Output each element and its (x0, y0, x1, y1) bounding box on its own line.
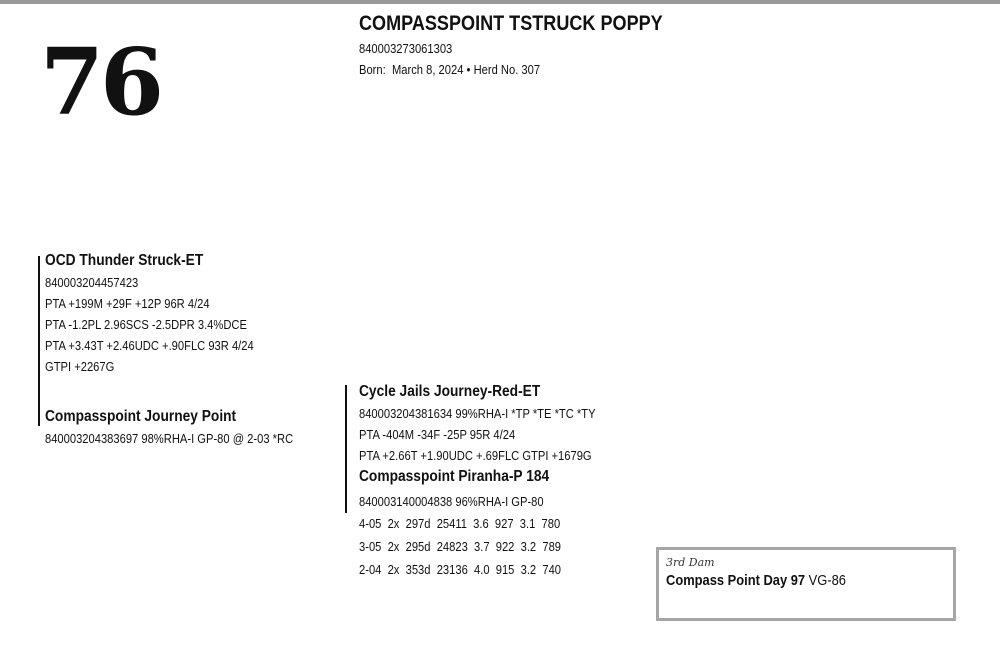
lot-number: 76 (40, 28, 161, 136)
sire-dam-connector (38, 256, 40, 426)
sire-line: 840003204457423 (45, 275, 139, 290)
granddam-record: 3-05 2x 295d 24823 3.7 922 3.2 789 (359, 539, 562, 554)
maternal-grandsire-line: PTA -404M -34F -25P 95R 4/24 (359, 427, 516, 442)
third-dam-name: Compass Point Day 97 (666, 572, 806, 589)
separator-bullet: • (466, 62, 471, 77)
third-dam-box (656, 547, 956, 621)
dam-block (45, 406, 334, 449)
sire-line: GTPI +2267G (45, 359, 115, 374)
born-label: Born: (359, 62, 386, 77)
maternal-grandsire-name: Cycle Jails Journey-Red-ET (359, 383, 541, 400)
maternal-grandsire-line: PTA +2.66T +1.90UDC +.69FLC GTPI +1679G (359, 448, 592, 463)
granddam-record: 4-05 2x 297d 25411 3.6 927 3.1 780 (359, 516, 561, 531)
animal-born-line (359, 59, 663, 80)
granddam-block (359, 466, 594, 581)
sire-line: PTA +199M +29F +12P 96R 4/24 (45, 296, 210, 311)
third-dam-score: VG-86 (808, 572, 846, 589)
dam-name: Compasspoint Journey Point (45, 408, 237, 425)
mgs-granddam-connector (345, 385, 347, 513)
granddam-name: Compasspoint Piranha-P 184 (359, 468, 550, 485)
animal-header (359, 10, 712, 80)
sire-line: PTA +3.43T +2.46UDC +.90FLC 93R 4/24 (45, 338, 254, 353)
dam-line: 840003204383697 98%RHA-I GP-80 @ 2-03 *RC (45, 431, 294, 446)
granddam-line: 840003140004838 96%RHA-I GP-80 (359, 494, 544, 509)
born-date: March 8, 2024 (391, 62, 464, 77)
granddam-record: 2-04 2x 353d 23136 4.0 915 3.2 740 (359, 562, 562, 577)
maternal-grandsire-line: 840003204381634 99%RHA-I *TP *TE *TC *TY (359, 406, 596, 421)
third-dam-line (666, 570, 913, 592)
top-border (0, 0, 1000, 4)
herd-number: Herd No. 307 (473, 62, 541, 77)
sire-line: PTA -1.2PL 2.96SCS -2.5DPR 3.4%DCE (45, 317, 247, 332)
sire-block (45, 250, 288, 377)
sire-name: OCD Thunder Struck-ET (45, 252, 204, 269)
animal-name: COMPASSPOINT TSTRUCK POPPY (359, 12, 663, 35)
maternal-grandsire-block (359, 381, 634, 466)
third-dam-label: 3rd Dam (666, 556, 715, 569)
animal-registration: 840003273061303 (359, 41, 453, 56)
